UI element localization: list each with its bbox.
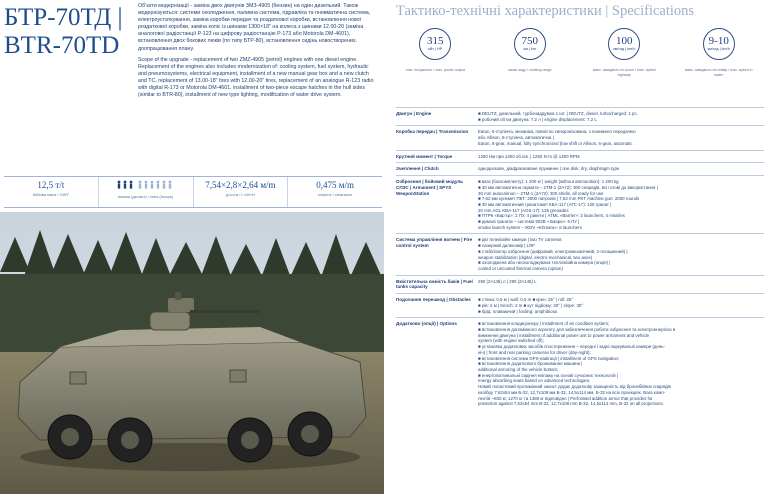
badge-power [400,28,470,102]
spec-line: ■ стабілізатор озброєння (цифровий, електромеханічний, 2-площинний) | [478,248,628,254]
spec-line: ■ рів: 2 м | trench: 2 m ■ кут підйому: 30° | slope: 30° [478,302,584,308]
spec-line: ■ встановлення допоміжного агрегату для забезпечення роботи озброєння та електроенергією в [478,327,676,333]
stat-label: кліренс / clearance [317,192,353,197]
badge-caption: макс. швидкість на плаву / max. speed in water [685,68,753,77]
spec-key: Двигун | Engine [396,111,432,116]
spec-line: ■ встановлення кондиціонеру | installment of air condition system; [478,321,610,327]
spec-line: ■ 30 мм автоматичний гранатомет КБА-117 (АГС-17): 125 гранат | [478,201,612,207]
spec-line: additional armoring of the vehicle bottom; [478,366,559,372]
badge-caption: max. потужність / max. power output [405,68,465,72]
stat-crew [99,177,194,207]
spec-line: вимкненні двигуна | installment of additional power unit to power armament and vehicle [478,332,650,338]
page-title [4,4,132,60]
spec-row [396,317,764,410]
badge-value: 100 [616,35,633,47]
stat-dimensions [194,177,289,207]
badge-unit: кВт | HP [428,47,443,51]
spec-line: ■ встановлення системи GPS-навігації | installment of GPS navigation; [478,355,620,361]
spec-line: або Allison, 6-ступінча, автоматична | [478,135,554,141]
spec-key: Озброєння | бойовий модуль СПЗС | Armament | SPYS WeaponStation [396,179,464,196]
spec-line: калібру 7,62х54 мм Б-32, 12,7х108 мм Б-32, 14,5х114 мм, Б-32 на всіх проекціях. Вага комп- [478,389,666,395]
spec-row [396,175,764,233]
spec-line: 30 mm AGL KBA-117 (AGS-17): 125 grenades [478,207,569,213]
spec-title-en: Specifications [611,3,695,19]
spec-line: ■ охолоджена або неохолоджувана тепловізійна камера (опція) | [478,260,611,266]
btr-vehicle-illustration [0,212,384,494]
spec-line: ■ дві телевізійні камери | two TV cameras [478,237,562,243]
badge-value: 750 [521,35,538,47]
spec-line: ніч) | front and rear parking cameras for driver (day-night); [478,349,591,355]
badge-circle [419,28,451,60]
spec-line: ■ стінка: 0,5 м | wall: 0,5 m ■ крен: 25° | roll: 25° [478,297,574,303]
stat-value: 0,475 м/m [316,180,354,190]
crew-icons [99,180,193,192]
spec-line: ■ димові гранати – система 902В «Хмара»: 6 ПУ | [478,219,580,225]
spec-key: Зчеплення | Clutch [396,166,439,172]
spec-key: Вмістительна ємність баків | Fuel tanks capacity [396,278,473,290]
badge-unit: км | km [523,47,536,51]
badge-circle [703,28,735,60]
spec-value [478,179,764,230]
spec-line: ■ 7,62 мм кулемет ПКТ: 2000 патронів | 7,62 mm PKT machine gun: 2000 rounds [478,196,640,202]
badge-value: 315 [427,35,444,47]
badge-unit: км/год | km/h [613,47,636,51]
spec-key: Система управління вогнем | Fire control system [396,237,473,249]
spec-row [396,107,764,125]
spec-value [478,279,764,291]
spec-key: Коробка передач | Transmission [396,129,469,135]
spec-row [396,162,764,175]
spec-line: ■ вага (боєкомплекту): 1 200 кг | weight (without ammunition): 1 200 kg [478,179,619,185]
spec-line: weapon stabilization (digital, electro-mechanical, two axes) [478,254,593,260]
spec-badges [388,28,766,102]
spec-row [396,293,764,317]
intro-text [138,3,378,103]
right-page [384,0,768,494]
spec-key: Додатково (опції) | Options [396,321,457,327]
spec-line: ■ робочий об’єм двигуна: 7,2 л | engine displacement: 7,2 L [478,116,597,122]
intro-en: Scope of the upgrade - replacement of two ZMZ-4905 (petrol) engines with one diesel engine. Replacement of the engines also includes modernization of: cooling system, fuel system, hydraulic and pneumosystems, electrical equipment, installment of a new manual gear box and a new clutch and TC, replacement of 13.00-18" tires with 12.00-20" tires, replacement of an analogue R-123 radio with digital R-173 or Motorola DM-4601, installment of two-piece escape hatches in the hull sides (similar to BTR-80), installment of new type lighting, modification of water drive system. [138,56,374,99]
spec-row [396,150,764,163]
badge-circle [514,28,546,60]
spec-line: Eaton, 6-gear, manual, fully synchronized (low shift or Allison, 6-gear, automatic [478,140,633,146]
spec-line: ■ ПТРК «Бар’єр»: 2 ПУ, 4 ракети | ATML «Barrier»: 2 launchers, 4 missiles [478,213,625,219]
spec-value [478,129,764,146]
spec-title-separator: | [601,3,612,19]
crew-figures-icon [116,180,176,190]
stat-weight [4,177,99,207]
spec-key: Подолання перешкод | Obstacles [396,297,471,303]
badge-caption: запас ходу / cruising range [507,68,552,72]
intro-ua: Об’єкти модернізації - заміна двох двигунів ЗМЗ-4905 (бензин) на один дизельний. Також модернізуються: системи охолодження, паливна система, гідравліка та пневматична система, електроустаткування, заміна коробки передач та роздаткової коробки, встановлення нової роздаткової коробки, заміна коліс із шинами 1300×18" на колеса з шинами 12.00-20 (заміна аналогової радіостанції Р-123 на цифрову радіостанцію Р-173 або Motorola DM-4601), встановлення двох бокових люків (по типу БТР-80), встановлення сидінь новостворених. доопрацювання плану. [138,3,371,52]
stat-label: екіпаж (десант) / crew (troops) [118,194,174,199]
spec-line: однодискове, діафрагмоване пружинне | one disk, dry, diaphragm type [478,166,620,172]
spec-line: Eaton, 6-ступінча, механіка, повністю синхронізована, з понижено передачею [478,129,636,135]
spec-line: ■ DEUTZ, дизельний, турбонаддувом 1 шт. | DEUTZ, diesel, turbocharged: 1 pc. [478,111,638,116]
spec-line: ■ 30 мм автоматична гармата – 2ТМ-1 (2А72): 300 снарядів, всі готові до використання | [478,184,658,190]
badge-range [495,28,565,102]
badge-speed-highway [589,28,659,102]
spec-value [478,111,764,122]
badge-speed-water [684,28,754,102]
spec-value [478,237,764,271]
badge-circle [608,28,640,60]
spec-row [396,233,764,274]
title-ua: БТР-70ТД | [4,4,123,31]
spec-value [478,297,764,314]
badge-caption: макс. швидкість по шосе / max. speed highway [592,68,656,77]
vehicle-photo [0,212,384,494]
spec-line: cooled or uncooled thermal camera (option) [478,265,563,271]
spec-row [396,275,764,294]
badge-unit: км/год | km/h [707,47,730,51]
stat-clearance [288,177,382,207]
spec-line: protection against 7,62х54 mm B-32, 12,7х108 mm B-32, 14,5х114 mm, B-32 on all projections. [478,401,664,407]
spec-line: Новий лопастевий протимінний захист додає додаткову захищеність від бронебійних снарядів [478,384,671,390]
spec-title-ua: Тактико-технічні характеристики [396,3,602,19]
spec-line: ■ брід: плаваючий | fording: amphibious [478,308,558,314]
spec-title [396,3,694,20]
spec-row [396,125,764,149]
title-en: BTR-70TD [4,32,120,59]
spec-line: лектів ~830 кг, 1270 кг та 1480 кг відповідно | Perforated addition armor that provides for [478,395,653,401]
spec-value [478,321,764,407]
spec-line: system (with engine switched off); [478,338,544,344]
stat-label: д×ш×в / L×W×H [225,192,255,197]
spec-value [478,166,764,172]
spec-value [478,154,764,160]
spec-line: 30 mm autocannon – 2TM-1 (2A72): 300 shells, all ready for use [478,190,604,196]
spec-line: ■ установка додаткових засобів спостереження – передні і задні паркувальні камери (день- [478,344,665,350]
spec-line: energy absorbing seats based on advanced technologies. [478,378,591,384]
spec-line: ■ встановлення додаткового бронювання машини | [478,361,583,367]
quick-stats [4,176,382,208]
spec-table [396,107,764,410]
badge-value: 9-10 [708,35,729,47]
spec-line: 290 (2×145) л | 290 (2×145) L [478,278,537,284]
stat-value: 12,5 т/t [37,180,65,190]
stat-label: бойова маса / GWT [32,192,69,197]
stat-value: 7,54×2,8×2,64 м/m [205,180,276,190]
spec-line: ■ енергопоглинальні сидіння екіпажу на основі сучасних технологій | [478,372,618,378]
spec-line: 1250 Нм при 1400 об./хв. | 1250 N·m @ 1400 RPM [478,153,580,159]
spec-key: Крутний момент | Torque [396,153,453,159]
spec-line: ■ лазерний далекомір | LRF [478,243,535,249]
spec-line: smoke launch system – 902V «Khmara»: 6 launchers [478,224,582,230]
